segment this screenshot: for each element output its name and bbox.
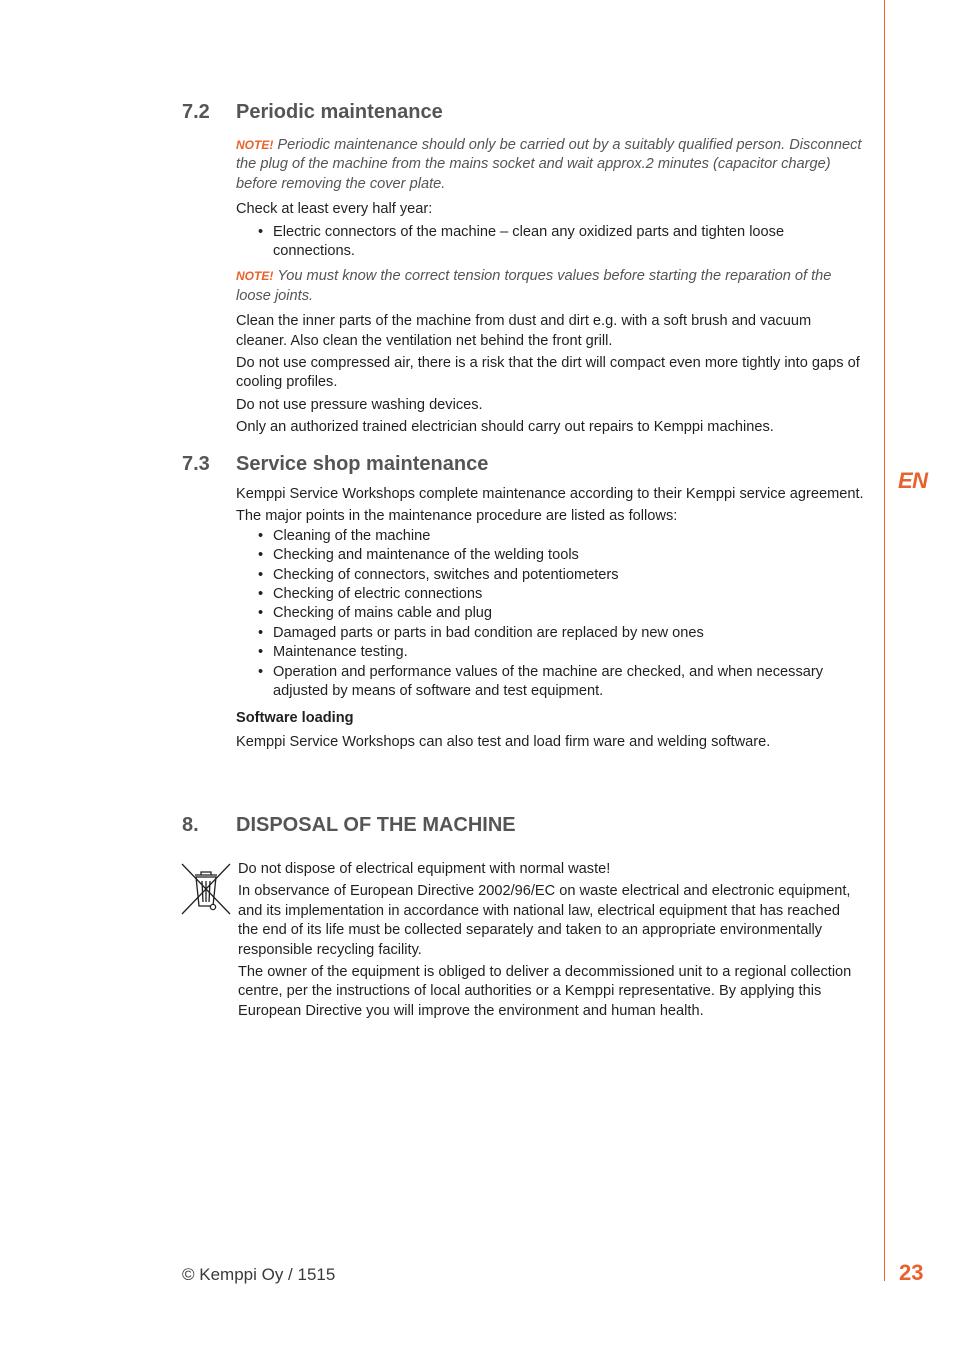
list-item: • Operation and performance values of the machine are checked, and when necessary adjusted by means of software and test equipment. (258, 663, 824, 700)
list-item: • Maintenance testing. (236, 643, 864, 662)
bullet: • (258, 223, 264, 240)
paragraph: Do not dispose of electrical equipment with normal waste! (238, 861, 611, 877)
section-title: Periodic maintenance (236, 101, 443, 123)
list-item: • Damaged parts or parts in bad condition are replaced by new ones (236, 624, 864, 643)
section-number: 8. (182, 814, 199, 836)
procedure-list (236, 527, 864, 702)
list-item: • Checking and maintenance of the welding tools (236, 546, 864, 565)
paragraph: Clean the inner parts of the machine from dust and dirt e.g. with a soft brush and vacuum cleaner. Also clean the ventilation net behind the front grill. (236, 313, 812, 349)
disposal-text (238, 860, 858, 1024)
check-list (236, 223, 864, 262)
section-7-2-heading (182, 101, 443, 124)
list-item: • Checking of electric connections (236, 585, 864, 604)
bullet: • (258, 624, 264, 641)
subheading: Software loading (236, 710, 354, 727)
note-text: You must know the correct tension torques values before starting the reparation of the loose joints. (236, 268, 832, 304)
language-tab: EN (898, 468, 928, 493)
section-7-3-body (236, 485, 864, 755)
section-number: 7.2 (182, 101, 210, 123)
section-number: 7.3 (182, 453, 210, 475)
paragraph: Kemppi Service Workshops can also test and load firm ware and welding software. (236, 733, 771, 750)
bullet: • (258, 644, 264, 661)
bullet: • (258, 527, 264, 544)
footer-copyright: © Kemppi Oy / 1515 (182, 1265, 336, 1284)
section-8-heading (182, 814, 516, 837)
list-intro: The major points in the maintenance procedure are listed as follows: (236, 508, 678, 525)
check-intro: Check at least every half year: (236, 201, 433, 218)
list-item: • Electric connectors of the machine – clean any oxidized parts and tighten loose connections. (258, 223, 785, 260)
bullet: • (258, 586, 264, 603)
list-item: • Checking of connectors, switches and potentiometers (236, 566, 864, 585)
paragraph: Kemppi Service Workshops complete maintenance according to their Kemppi service agreement. (236, 486, 864, 502)
section-7-2-body (236, 136, 864, 441)
page-number: 23 (899, 1260, 924, 1285)
paragraph: The owner of the equipment is obliged to deliver a decommissioned unit to a regional collection centre, per the instructions of local authorities or a Kemppi representative. By applying this European Directive you will improve the environment and human health. (238, 964, 852, 1019)
list-item: • Checking of mains cable and plug (236, 604, 864, 623)
section-7-3-heading (182, 453, 488, 476)
paragraph: Do not use pressure washing devices. (236, 396, 483, 413)
bullet: • (258, 605, 264, 622)
margin-rule (884, 0, 885, 1281)
note-paragraph (236, 267, 864, 306)
section-title: DISPOSAL OF THE MACHINE (236, 814, 516, 836)
paragraph: Only an authorized trained electrician should carry out repairs to Kemppi machines. (236, 419, 774, 436)
weee-crossed-bin-icon (181, 862, 231, 916)
note-tag: NOTE! (236, 269, 274, 284)
note-paragraph (236, 136, 864, 194)
paragraph: Do not use compressed air, there is a risk that the dirt will compact even more tightly into gaps of cooling profiles. (236, 355, 860, 391)
bullet: • (258, 566, 264, 583)
note-text: Periodic maintenance should only be carried out by a suitably qualified person. Disconnect the plug of the machine from the mains socket and wait approx.2 minutes (capacitor charge) before removing the cover plate. (236, 137, 862, 192)
bullet: • (258, 547, 264, 564)
bullet: • (258, 663, 264, 680)
note-tag: NOTE! (236, 138, 274, 152)
paragraph: In observance of European Directive 2002/96/EC on waste electrical and electronic equipment, and its implementation in accordance with national law, electrical equipment that has reached the end of its life must be collected separately and taken to an appropriate environmentally responsible recycling facility. (238, 883, 851, 958)
list-item: • Cleaning of the machine (236, 527, 864, 546)
section-title: Service shop maintenance (236, 453, 489, 475)
